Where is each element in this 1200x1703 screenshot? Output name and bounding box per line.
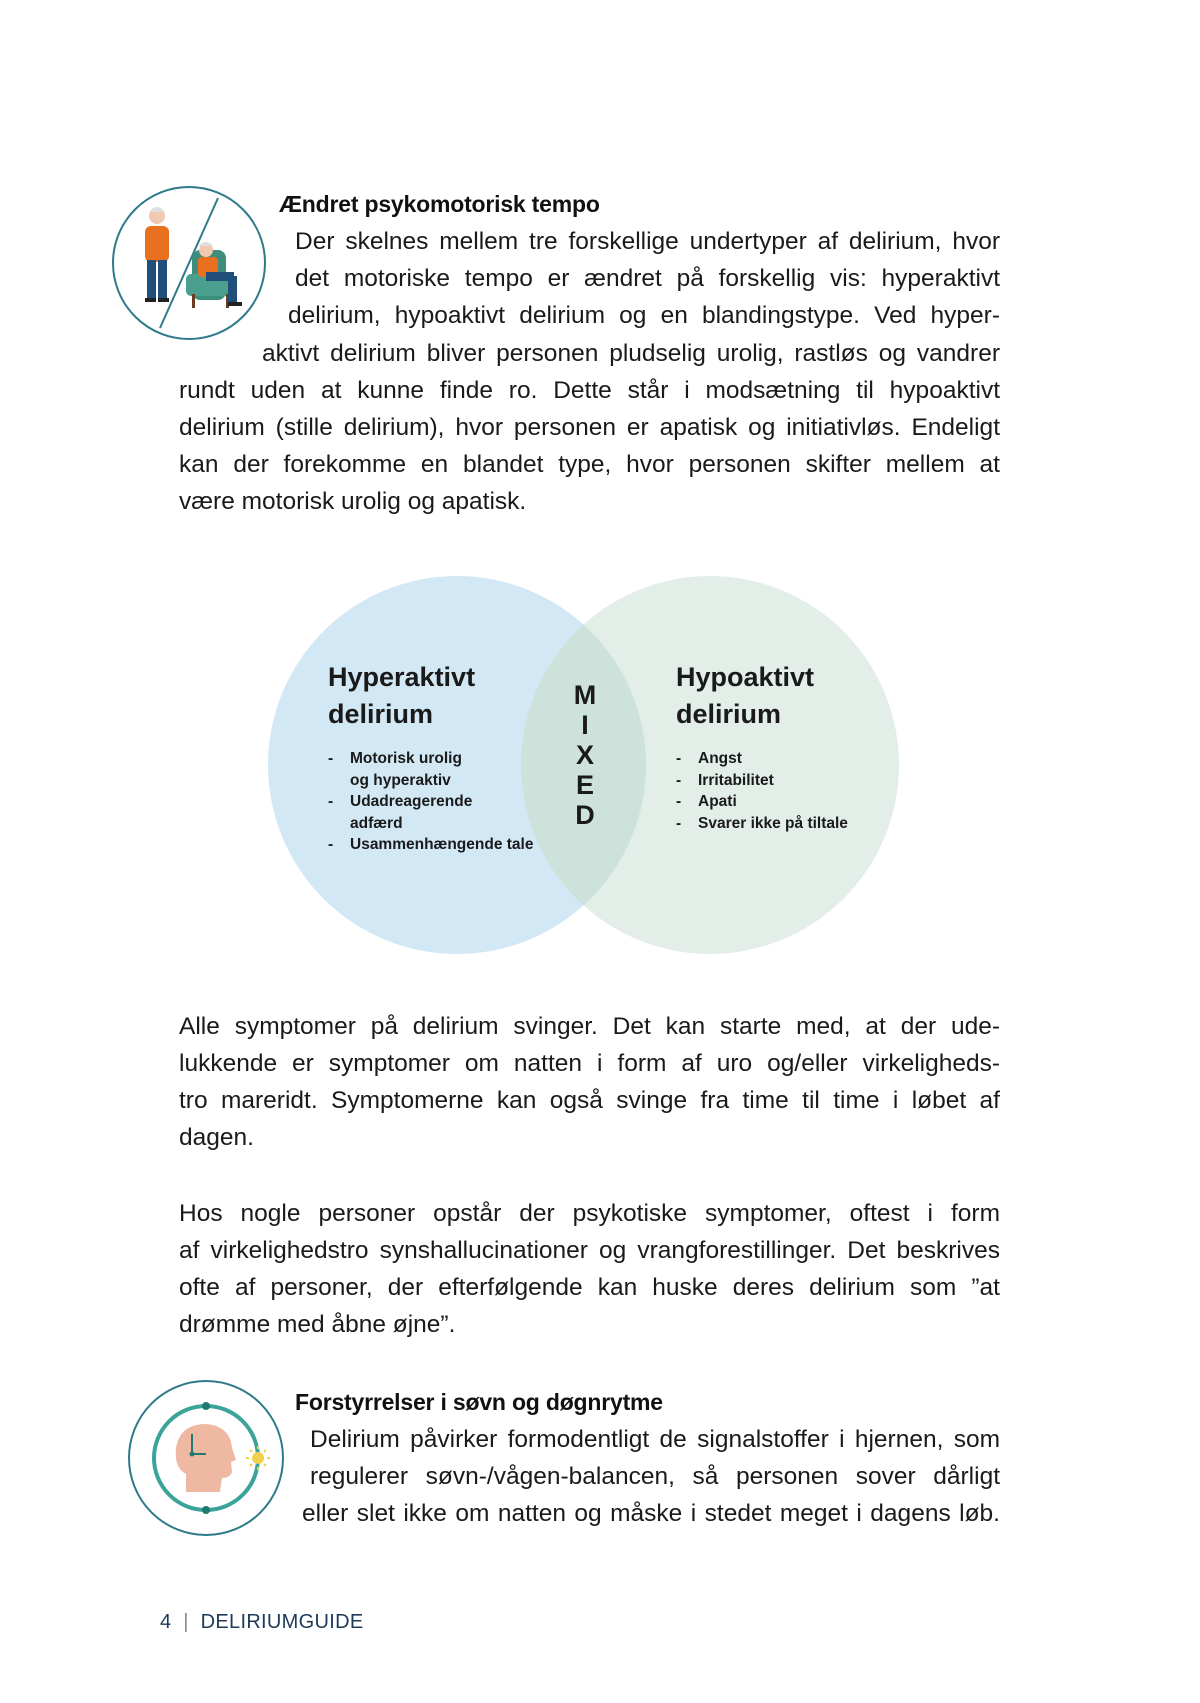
text-line: kan der forekomme en blandet type, hvor personen skifter mellem at: [179, 451, 1000, 478]
text-line: dagen.: [179, 1124, 254, 1151]
list-item-continuation: og hyperaktiv: [350, 771, 451, 789]
list-item: - Usammenhængende tale: [328, 834, 558, 856]
delirium-venn-diagram: [265, 573, 905, 958]
text-line: det motoriske tempo er ændret på forskellig vis: hyperaktivt: [295, 265, 1000, 292]
text-line: være motorisk urolig og apatisk.: [179, 488, 527, 515]
list-item: - Udadreagerende: [328, 791, 558, 813]
text-line: Der skelnes mellem tre forskellige undertyper af delirium, hvor: [295, 228, 1000, 255]
venn-left-list: [328, 748, 558, 856]
text-line: af virkelighedstro synshallucinationer og vrangforestillinger. Det beskrives: [179, 1237, 1000, 1264]
text-line: Hos nogle personer opstår der psykotiske symptomer, oftest i form: [179, 1200, 1000, 1227]
text-line: regulerer søvn-/vågen-balancen, så personen sover dårligt: [310, 1463, 1000, 1490]
text-line: delirium (stille delirium), hvor personen er apatisk og initiativløs. Endeligt: [179, 414, 1000, 441]
list-item: - Irritabilitet: [676, 770, 896, 792]
venn-right-list: [676, 748, 896, 834]
guide-title: DELIRIUMGUIDE: [200, 1611, 364, 1633]
elderly-persons-icon: [114, 188, 264, 338]
text-line: eller slet ikke om natten og måske i stedet meget i dagens løb.: [302, 1500, 1000, 1527]
page-number: 4: [160, 1611, 172, 1633]
text-line: rundt uden at kunne finde ro. Dette står i modsætning til hypoaktivt: [179, 377, 1000, 404]
list-item: - Svarer ikke på tiltale: [676, 813, 896, 835]
text-line: lukkende er symptomer om natten i form af uro og/eller virkeligheds-: [179, 1050, 1000, 1077]
psychomotor-icon: [112, 186, 266, 340]
text-line: tro mareridt. Symptomerne kan også svinge fra time til time i løbet af: [179, 1087, 1000, 1114]
section-heading-psychomotor: Ændret psykomotorisk tempo: [279, 191, 600, 217]
list-item: - Apati: [676, 791, 896, 813]
list-item: - Motorisk urolig: [328, 748, 558, 770]
footer-divider: |: [183, 1611, 189, 1633]
page-footer: [160, 1611, 363, 1634]
text-line: Delirium påvirker formodentligt de signalstoffer i hjernen, som: [310, 1426, 1000, 1453]
text-line: delirium, hypoaktivt delirium og en blandingstype. Ved hyper-: [288, 302, 1000, 329]
text-line: drømme med åbne øjne”.: [179, 1311, 456, 1338]
venn-left-title: Hyperaktivt delirium: [328, 662, 476, 729]
list-item: - Angst: [676, 748, 896, 770]
venn-mixed-label: M I X E D: [573, 680, 597, 830]
list-item-continuation: adfærd: [350, 814, 403, 832]
venn-right-title: Hypoaktivt delirium: [676, 662, 815, 729]
text-line: Alle symptomer på delirium svinger. Det kan starte med, at der ude-: [179, 1013, 1000, 1040]
text-line: ofte af personer, der efterfølgende kan huske deres delirium som ”at: [179, 1274, 1000, 1301]
section-heading-sleep: Forstyrrelser i søvn og døgnrytme: [295, 1389, 663, 1415]
text-line: aktivt delirium bliver personen pludselig urolig, rastløs og vandrer: [262, 340, 1000, 367]
sleep-rhythm-icon: [128, 1380, 284, 1536]
